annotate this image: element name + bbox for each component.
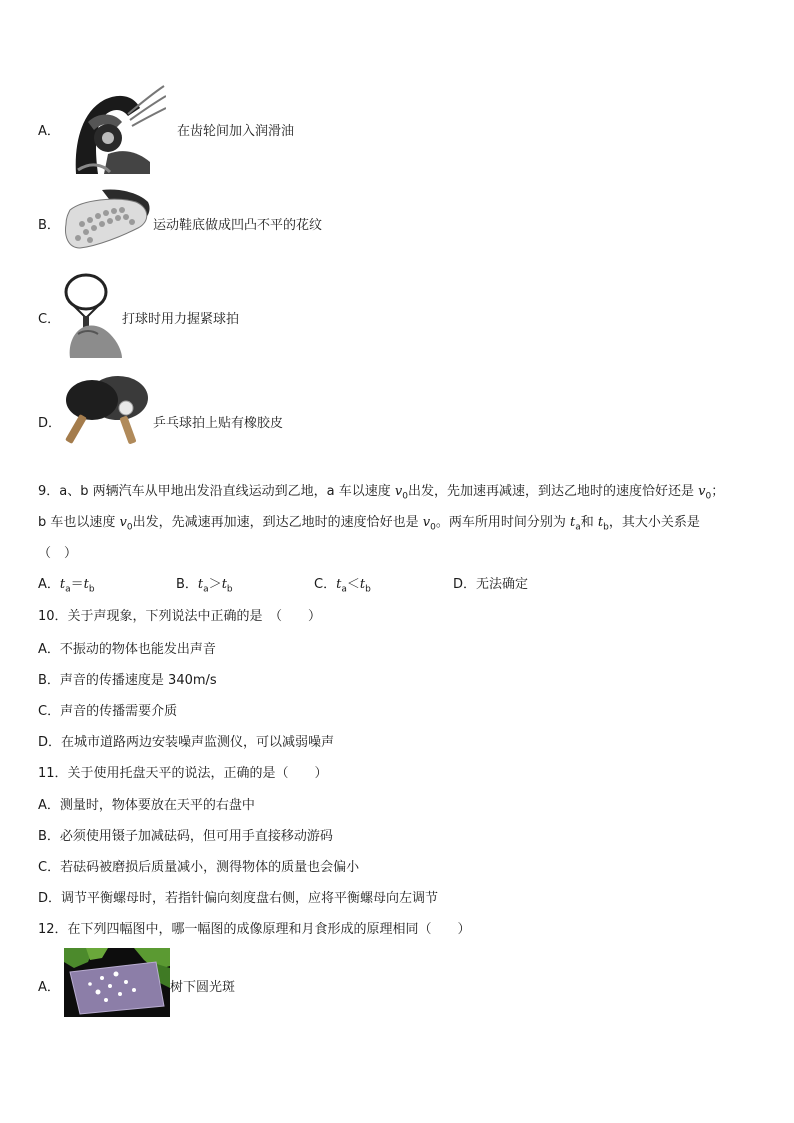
q12-stem: 12．在下列四幅图中，哪一幅图的成像原理和月食形成的原理相同（ ） <box>38 922 471 937</box>
sneaker-sole-photo <box>62 186 152 258</box>
gear-lubrication-photo <box>68 82 166 174</box>
q9-text: 9．a、b 两辆汽车从甲地出发沿直线运动到乙地，a 车以速度 <box>38 484 395 499</box>
q9-text: ； <box>711 484 725 499</box>
q11-option-c: C．若砝码被磨损后质量减小，测得物体的质量也会偏小 <box>38 860 360 875</box>
option-letter: C． <box>314 577 337 592</box>
ping-pong-paddles-photo <box>62 374 152 446</box>
q9-text: 和 <box>580 515 598 530</box>
q9-option-d: D．无法确定 <box>453 577 529 592</box>
option-letter: A． <box>38 980 60 995</box>
sub-a: a <box>65 584 71 595</box>
sub-0: 0 <box>705 491 712 502</box>
tennis-racket-grip-photo <box>60 272 122 358</box>
sub-a: a <box>575 522 581 533</box>
q11-stem: 11．关于使用托盘天平的说法，正确的是（ ） <box>38 766 328 781</box>
q12-option-a-text: 树下圆光斑 <box>170 980 236 995</box>
q9-line-1 <box>38 480 724 502</box>
operator: ＜ <box>346 577 360 592</box>
q10-option-a: A．不振动的物体也能发出声音 <box>38 642 216 657</box>
var-t: t <box>59 577 66 592</box>
var-v: v <box>119 515 127 530</box>
var-v: v <box>422 515 431 530</box>
var-t: t <box>197 577 204 592</box>
sub-0: 0 <box>430 522 436 533</box>
var-v: v <box>394 484 403 499</box>
sub-b: b <box>88 584 95 595</box>
sunlight-spots-under-tree-photo <box>64 948 170 1017</box>
option-letter: A． <box>38 124 60 139</box>
q9-text: 出发，先减速再加速，到达乙地时的速度恰好也是 <box>132 515 423 530</box>
operator: ＝ <box>70 577 84 592</box>
q9-option-b <box>176 573 233 595</box>
q10-option-b: B．声音的传播速度是 340m/s <box>38 673 217 688</box>
q9-text: b 车也以速度 <box>38 515 120 530</box>
q9-line-2 <box>38 511 700 533</box>
q11-option-d: D．调节平衡螺母时，若指针偏向刻度盘右侧，应将平衡螺母向左调节 <box>38 891 439 906</box>
option-text: 在齿轮间加入润滑油 <box>177 124 295 139</box>
sub-b: b <box>365 584 371 595</box>
var-t: t <box>221 577 227 592</box>
q11-option-a: A．测量时，物体要放在天平的右盘中 <box>38 798 255 813</box>
q9-text: 。两车所用时间分别为 <box>435 515 570 530</box>
option-letter: A． <box>38 577 60 592</box>
q9-text: 出发，先加速再减速，到达乙地时的速度恰好还是 <box>407 484 699 499</box>
sub-b: b <box>603 522 609 533</box>
sub-a: a <box>341 584 347 595</box>
var-t: t <box>597 515 604 530</box>
q9-option-a <box>38 573 95 595</box>
option-text: 乒乓球拍上贴有橡胶皮 <box>153 416 284 431</box>
option-text: 打球时用力握紧球拍 <box>122 312 240 327</box>
var-t: t <box>359 577 366 592</box>
option-letter: C． <box>38 312 61 327</box>
var-v: v <box>698 484 706 499</box>
q9-text: ，其大小关系是 <box>608 515 700 530</box>
sub-b: b <box>226 584 233 595</box>
sub-0: 0 <box>126 522 133 533</box>
q9-line-3: （ ） <box>38 546 78 561</box>
q9-option-c <box>314 573 371 595</box>
var-t: t <box>336 577 342 592</box>
q10-option-c: C．声音的传播需要介质 <box>38 704 178 719</box>
option-letter: D． <box>38 416 62 431</box>
q11-option-b: B．必须使用镊子加减砝码，但可用手直接移动游码 <box>38 829 333 844</box>
q10-option-d: D．在城市道路两边安装噪声监测仪，可以减弱噪声 <box>38 735 335 750</box>
q10-stem: 10．关于声现象，下列说法中正确的是 （ ） <box>38 609 322 624</box>
option-letter: B． <box>176 577 198 592</box>
option-letter: B． <box>38 218 60 233</box>
sub-a: a <box>203 584 209 595</box>
option-text: 运动鞋底做成凹凸不平的花纹 <box>153 218 323 233</box>
operator: ＞ <box>208 577 222 592</box>
var-t: t <box>83 577 89 592</box>
var-t: t <box>570 515 576 530</box>
sub-0: 0 <box>402 491 408 502</box>
